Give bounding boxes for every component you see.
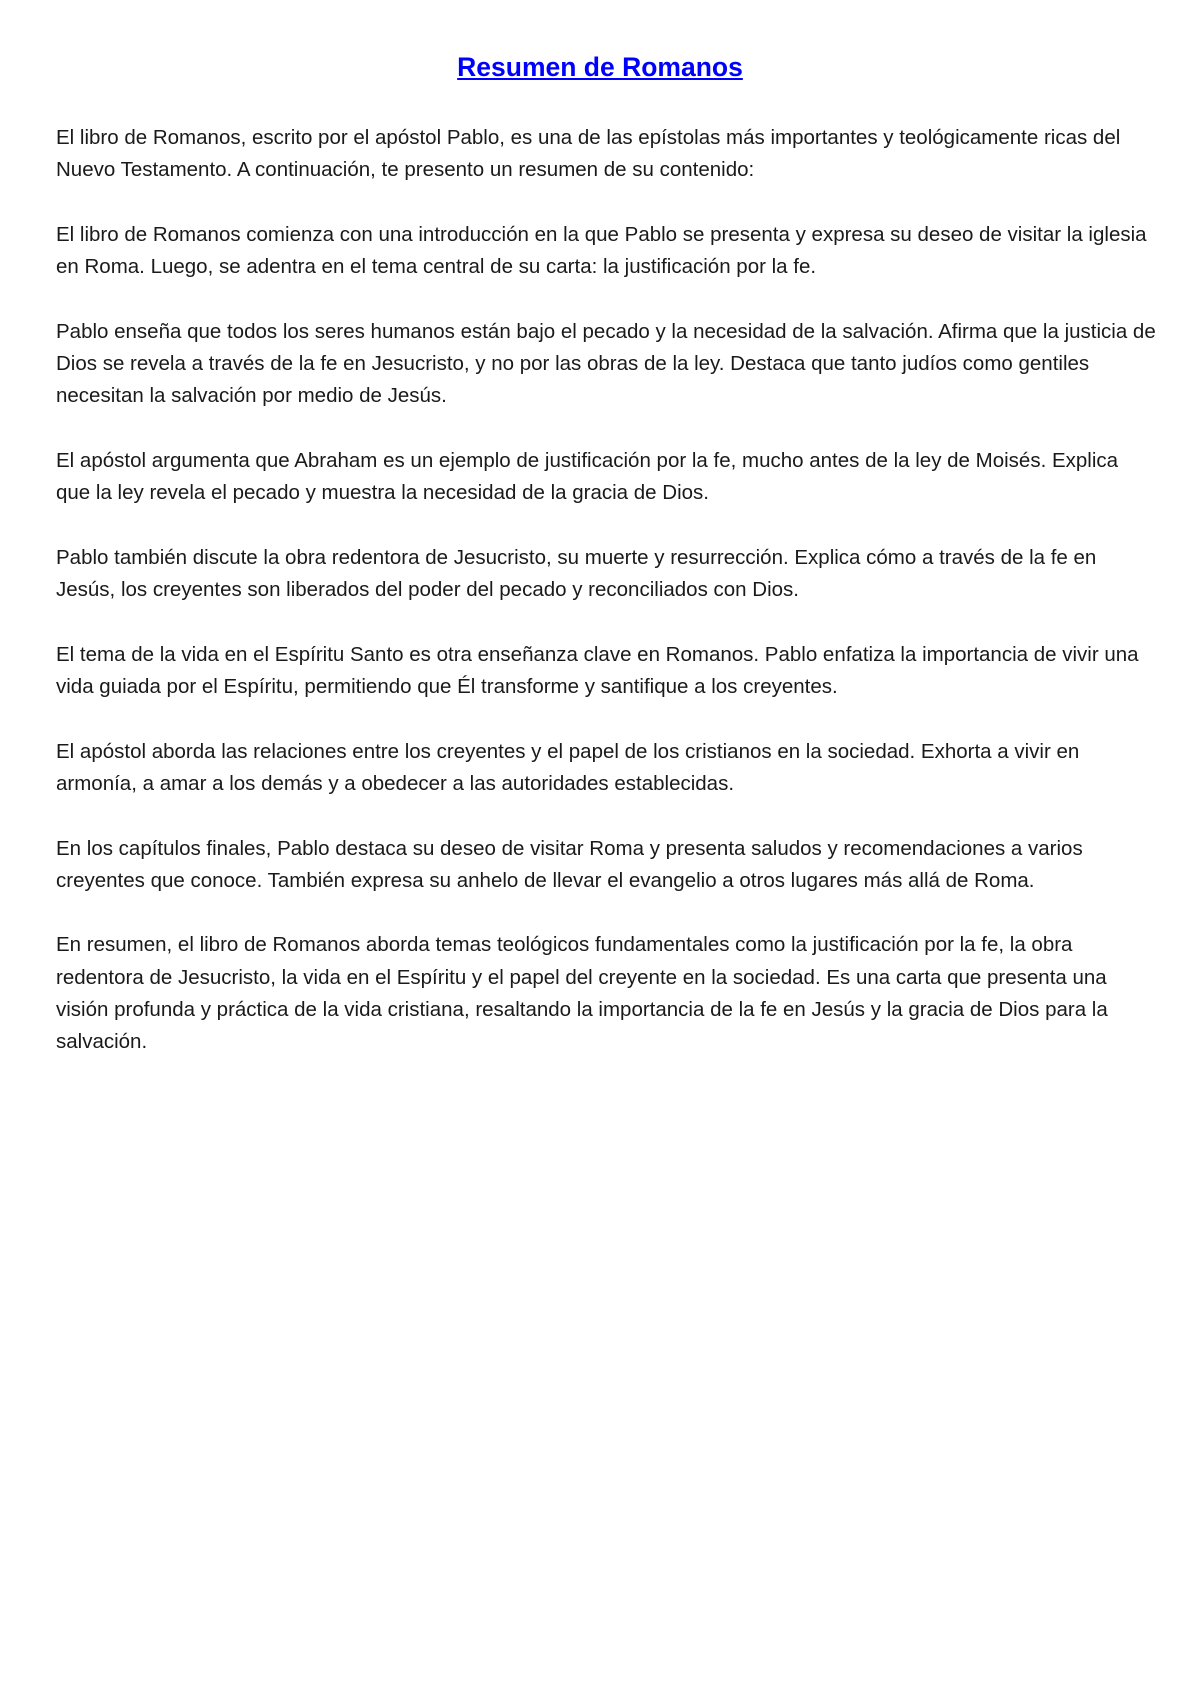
document-body: [56, 122, 1156, 1091]
paragraph-sin-and-salvation: Pablo enseña que todos los seres humanos están bajo el pecado y la necesidad de la salvación. Afirma que la justicia de Dios se revela a través de la fe en Jesucristo, y no por las obras de la ley. Destaca que tanto judíos como gentiles necesitan la salvación por medio de Jesús.: [56, 319, 1156, 408]
paragraph-redemption: Pablo también discute la obra redentora de Jesucristo, su muerte y resurrección. Explica cómo a través de la fe en Jesús, los creyentes son liberados del poder del pecado y reconciliados con Dios.: [56, 545, 1097, 602]
paragraph-holy-spirit: El tema de la vida en el Espíritu Santo es otra enseñanza clave en Romanos. Pablo enfatiza la importancia de vivir una vida guiada por el Espíritu, permitiendo que Él transforme y santifique a los creyentes.: [56, 642, 1139, 699]
paragraph-relationships: El apóstol aborda las relaciones entre los creyentes y el papel de los cristianos en la sociedad. Exhorta a vivir en armonía, a amar a los demás y a obedecer a las autoridades establecidas.: [56, 739, 1080, 795]
page-title[interactable]: Resumen de Romanos: [457, 52, 743, 82]
paragraph-introduction-justification: El libro de Romanos comienza con una introducción en la que Pablo se presenta y expresa su deseo de visitar la iglesia en Roma. Luego, se adentra en el tema central de su carta: la justificación por la fe.: [56, 222, 1147, 279]
paragraph-intro: El libro de Romanos, escrito por el apóstol Pablo, es una de las epístolas más importantes y teológicamente ricas del Nuevo Testamento. A continuación, te presento un resumen de su contenido:: [56, 126, 1121, 182]
paragraph-final-chapters: En los capítulos finales, Pablo destaca su deseo de visitar Roma y presenta saludos y recomendaciones a varios creyentes que conoce. También expresa su anhelo de llevar el evangelio a otros lugares más allá de Roma.: [56, 836, 1083, 892]
paragraph-summary: En resumen, el libro de Romanos aborda temas teológicos fundamentales como la justificación por la fe, la obra redentora de Jesucristo, la vida en el Espíritu y el papel del creyente en la sociedad. Es una carta que presenta una visión profunda y práctica de la vida cristiana, resaltando la importancia de la fe en Jesús y la gracia de Dios para la salvación.: [56, 933, 1108, 1054]
paragraph-abraham: El apóstol argumenta que Abraham es un ejemplo de justificación por la fe, mucho antes de la ley de Moisés. Explica que la ley revela el pecado y muestra la necesidad de la gracia de Dios.: [56, 448, 1119, 505]
